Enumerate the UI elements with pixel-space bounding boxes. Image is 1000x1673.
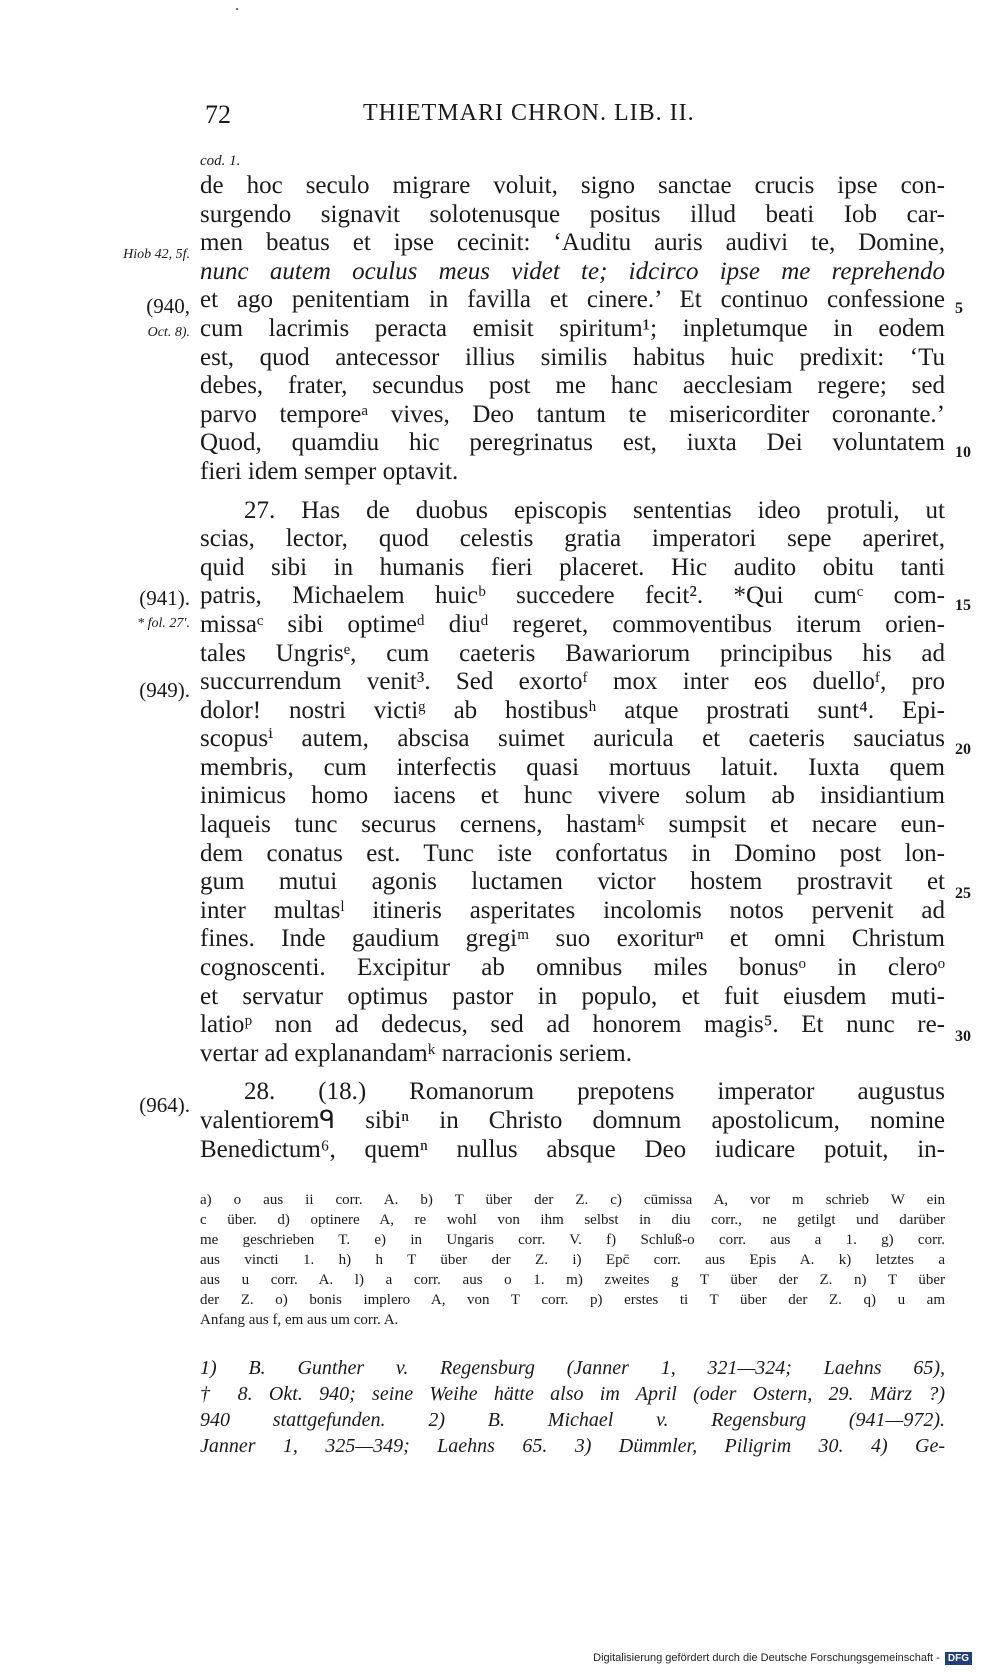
text-line-14: quid sibi in humanis fieri placeret. Hic audito obitu tanti: [200, 553, 945, 581]
margin-folio: * fol. 27′.: [137, 616, 190, 631]
text-line-28: cognoscenti. Excipitur ab omnibus miles bonusᵒ in cleroᵒ: [200, 954, 945, 982]
text-line-26: inter multasˡ itineris asperitates incolomis notos pervenit ad: [200, 896, 945, 924]
footnote-line-3: me geschrieben T. e) in Ungaris corr. V. f) Schluß-o corr. aus a 1. g) corr.: [200, 1232, 945, 1248]
text-line-21: membris, cum interfectis quasi mortuus latuit. Iuxta quem: [200, 753, 945, 781]
line-number-20: 20: [955, 741, 971, 758]
footnote-line-2: c über. d) optinere A, re wohl von ihm selbst in diu corr., ne getilgt und darüber: [200, 1212, 945, 1228]
text-line-8: debes, frater, secundus post me hanc aecclesiam regere; sed: [200, 372, 945, 400]
running-title: THIETMARI CHRON. LIB. II.: [363, 100, 695, 126]
text-line-6: cum lacrimis peracta emisit spiritum¹; inpletumque in eodem: [200, 314, 945, 342]
scan-speck: [236, 8, 238, 10]
text-line-31: vertar ad explanandamᵏ narracionis seriem.: [200, 1039, 632, 1067]
critical-apparatus: [200, 1190, 945, 1330]
text-line-15: patris, Michaelem huicᵇ succedere fecit². *Qui cumᶜ com-: [200, 582, 945, 610]
footnote-line-5: aus u corr. A. l) a corr. aus o 1. m) zweites g T über der Z. n) T über: [200, 1272, 945, 1288]
text-line-2: surgendo signavit solotenusque positus illud beati Iob car-: [200, 200, 945, 228]
line-number-30: 30: [955, 1028, 971, 1045]
footnote-line-6: der Z. o) bonis implero A, von T corr. p) erstes ti T über der Z. q) u am: [200, 1292, 945, 1308]
text-line-24: dem conatus est. Tunc iste confortatus in Domino post lon-: [200, 839, 945, 867]
margin-date-940: (940,: [146, 294, 190, 318]
text-line-4: nunc autem oculus meus videt te; idcirco ipse me reprehendo: [200, 257, 945, 285]
text-line-1: de hoc seculo migrare voluit, signo sanctae crucis ipse con-: [200, 172, 945, 199]
text-line-19: dolor! nostri victiᵍ ab hostibusʰ atque prostrati sunt⁴. Epi-: [200, 696, 945, 724]
margin-date-949: (949).: [139, 678, 190, 702]
text-line-22: inimicus homo iacens et hunc vivere solum ab insidiantium: [200, 782, 945, 810]
margin-date-964: (964).: [139, 1093, 190, 1117]
line-number-10: 10: [955, 444, 971, 461]
reference-line-3: 940 stattgefunden. 2) B. Michael v. Regensburg (941—972).: [200, 1409, 945, 1431]
footnote-line-4: aus vincti 1. h) h T über der Z. i) Epc̄ corr. aus Epis A. k) letztes a: [200, 1252, 945, 1268]
text-line-16: missaᶜ sibi optimeᵈ diuᵈ regeret, commoventibus iterum orien-: [200, 610, 945, 638]
credit-text: Digitalisierung gefördert durch die Deutsche Forschungsgemeinschaft -: [593, 1652, 940, 1664]
text-line-17: tales Ungrisᵉ, cum caeteris Bawariorum principibus his ad: [200, 639, 945, 667]
text-line-34: Benedictum⁶, quemⁿ nullus absque Deo iudicare potuit, in-: [200, 1135, 945, 1163]
line-number-15: 15: [955, 597, 971, 614]
margin-date-oct8: Oct. 8).: [147, 325, 190, 340]
reference-notes: [200, 1355, 945, 1459]
text-line-18: succurrendum venit³. Sed exortoᶠ mox inter eos duelloᶠ, pro: [200, 668, 945, 696]
text-line-25: gum mutui agonis luctamen victor hostem prostravit et: [200, 868, 945, 896]
text-line-32: 28. (18.) Romanorum prepotens imperator augustus: [244, 1078, 945, 1106]
text-line-29: et servatur optimus pastor in populo, et fuit eiusdem muti-: [200, 982, 945, 1010]
text-line-11: fieri idem semper optavit.: [200, 457, 459, 485]
dfg-logo: DFG: [945, 1652, 972, 1665]
reference-line-2: † 8. Okt. 940; seine Weihe hätte also im April (oder Ostern, 29. März ?): [200, 1383, 945, 1405]
text-line-23: laqueis tunc securus cernens, hastamᵏ sumpsit et necare eun-: [200, 811, 945, 839]
text-line-30: latioᵖ non ad dedecus, sed ad honorem magis⁵. Et nunc re-: [200, 1011, 945, 1039]
text-line-27: fines. Inde gaudium gregiᵐ suo exoriturⁿ et omni Christum: [200, 925, 945, 953]
main-text: [200, 150, 945, 1164]
text-line-9: parvo temporeᵃ vives, Deo tantum te misericorditer coronante.’: [200, 400, 945, 428]
text-line-33: valentioremᑫ sibiⁿ in Christo domnum apostolicum, nomine: [200, 1107, 945, 1134]
footnote-line-7: Anfang aus f, em aus um corr. A.: [200, 1312, 399, 1328]
text-line-20: scopusⁱ autem, abscisa suimet auricula et caeteris sauciatus: [200, 725, 945, 753]
text-line-12: 27. Has de duobus episcopis sententias ideo protuli, ut: [244, 496, 945, 524]
margin-date-941: (941).: [139, 586, 190, 610]
page-number: 72: [205, 100, 231, 129]
line-number-5: 5: [955, 300, 963, 317]
line-number-25: 25: [955, 885, 971, 902]
footnote-line-1: a) o aus ii corr. A. b) T über der Z. c) cūmissa A, vor m schrieb W ein: [200, 1192, 945, 1208]
text-line-7: est, quod antecessor illius similis habitus huic predixit: ‘Tu: [200, 343, 945, 371]
page-header: [0, 100, 1000, 134]
text-line-10: Quod, quamdiu hic peregrinatus est, iuxta Dei voluntatem: [200, 429, 945, 457]
digitization-credit: [593, 1652, 972, 1665]
text-line-13: scias, lector, quod celestis gratia imperatori sepe aperiret,: [200, 525, 945, 553]
reference-line-4: Janner 1, 325—349; Laehns 65. 3) Dümmler, Piligrim 30. 4) Ge-: [200, 1435, 945, 1457]
margin-note-hiob: Hiob 42, 5f.: [123, 247, 190, 262]
reference-line-1: 1) B. Gunther v. Regensburg (Janner 1, 321—324; Laehns 65),: [200, 1357, 945, 1379]
text-line-3: men beatus et ipse cecinit: ‘Auditu auris audivi te, Domine,: [200, 229, 945, 257]
codex-note: cod. 1.: [200, 153, 241, 169]
text-line-5: et ago penitentiam in favilla et cinere.’ Et continuo confessione: [200, 286, 945, 314]
